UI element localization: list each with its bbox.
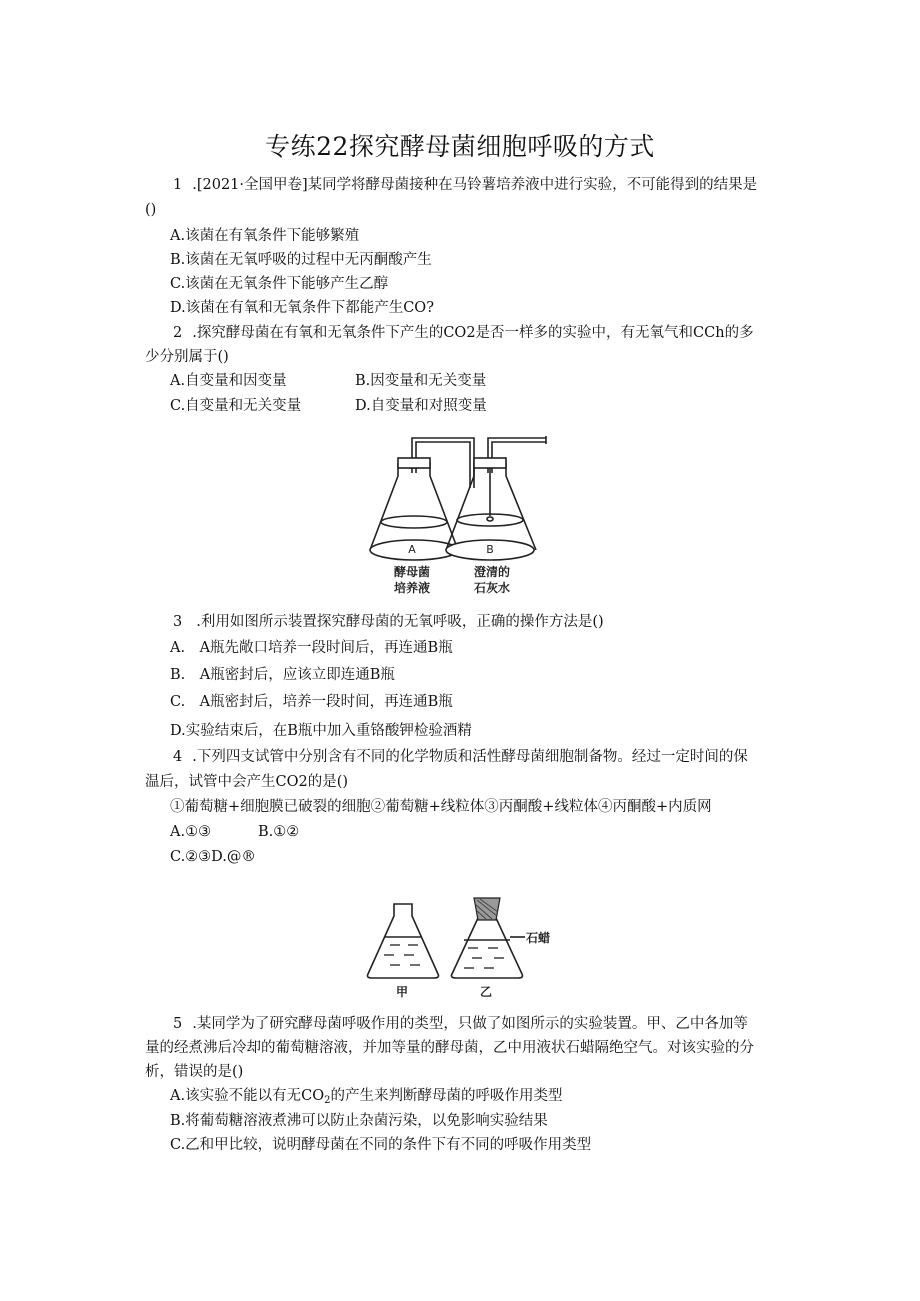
flask-b-body [446, 463, 536, 550]
flask-a-caption-1: 酵母菌 [393, 565, 431, 579]
q2-option-d: D.自变量和对照变量 [355, 398, 487, 414]
q5-stem-cont-2: 析，错误的是() [145, 1064, 244, 1080]
flask-a-body [370, 463, 458, 550]
q5-stem: .某同学为了研究酵母菌呼吸作用的类型，只做了如图所示的实验装置。甲、乙中各加等 [192, 1016, 748, 1032]
jia-yi-flask-figure [360, 882, 560, 1004]
q3-number: 3 [173, 614, 183, 630]
flask-jia-label: 甲 [396, 985, 409, 999]
q2-stem-cont: 少分别属于() [145, 349, 229, 365]
q5-number: 5 [173, 1016, 183, 1032]
flask-a-liquid-surface [381, 516, 447, 528]
q4-option-a: A.①③ [170, 824, 212, 840]
q3-stem: .利用如图所示装置探究酵母菌的无氧呼吸，正确的操作方法是() [196, 614, 604, 630]
flask-b-caption-1: 澄清的 [473, 565, 511, 579]
q4-option-cd: C.②③D.@® [170, 849, 256, 865]
page-title: 专练22探究酵母菌细胞呼吸的方式 [265, 132, 655, 161]
q1-option-a: A.该菌在有氧条件下能够繁殖 [170, 228, 360, 244]
q3-option-d: D.实验结束后，在B瓶中加入重铬酸钾检验酒精 [170, 723, 472, 739]
q1-paren: () [145, 202, 157, 218]
q2-stem-line [145, 323, 785, 343]
q5-stem-cont: 量的经煮沸后冷却的葡萄糖溶液，并加等量的酵母菌，乙中用液状石蜡隔绝空气。对该实验的分 [145, 1040, 754, 1056]
flask-apparatus-figure [360, 428, 560, 600]
q4-number: 4 [173, 749, 183, 765]
q3-stem-line [145, 612, 785, 632]
q5-stem-line [145, 1014, 785, 1034]
q2-number: 2 [173, 325, 183, 341]
flask-a-caption-2: 培养液 [393, 581, 431, 595]
q2-option-b: B.因变量和无关变量 [355, 373, 487, 389]
flask-a-label: A [408, 543, 416, 556]
q1-stem-line [145, 175, 785, 195]
flask-yi [452, 918, 523, 978]
flask-b-label: B [486, 543, 494, 556]
flask-b-caption-2: 石灰水 [473, 581, 511, 595]
q1-option-c: C.该菌在无氧条件下能够产生乙醇 [170, 276, 389, 292]
q4-items: ①葡萄糖+细胞膜已破裂的细胞②葡萄糖+线粒体③丙酮酸+线粒体④丙酮酸+内质网 [170, 799, 712, 815]
q1-option-b: B.该菌在无氧呼吸的过程中无丙酮酸产生 [170, 252, 432, 268]
q3-option-a: A. A瓶先敞口培养一段时间后，再连通B瓶 [170, 640, 453, 656]
q2-stem: .探究酵母菌在有氧和无氧条件下产生的CO2是否一样多的实验中，有无氧气和CCh的多 [192, 325, 754, 341]
q5-option-c: C.乙和甲比较，说明酵母菌在不同的条件下有不同的呼吸作用类型 [170, 1137, 592, 1153]
flask-jia [368, 904, 439, 978]
q4-option-b: B.①② [258, 824, 300, 840]
q3-option-c: C. A瓶密封后，培养一段时间，再连通B瓶 [170, 694, 453, 710]
q3-option-b: B. A瓶密封后，应该立即连通B瓶 [170, 667, 395, 683]
wax-label: 石蜡 [526, 931, 551, 945]
q2-option-a: A.自变量和因变量 [170, 373, 287, 389]
q5-option-a: A.该实验不能以有无$CO_2$的产生来判断酵母菌的呼吸作用类型 [170, 1088, 563, 1106]
q1-number: 1 [173, 177, 183, 193]
q1-option-d: D.该菌在有氧和无氧条件下都能产生CO? [170, 300, 434, 316]
q1-stem: .[2021·全国甲卷]某同学将酵母菌接种在马铃薯培养液中进行实验，不可能得到的结果是 [192, 177, 758, 193]
q4-stem: .下列四支试管中分别含有不同的化学物质和活性酵母菌细胞制备物。经过一定时间的保 [192, 749, 748, 765]
q4-stem-cont: 温后，试管中会产生CO2的是() [145, 774, 349, 790]
flask-yi-label: 乙 [480, 985, 493, 999]
q5-option-b: B.将葡萄糖溶液煮沸可以防止杂菌污染，以免影响实验结果 [170, 1113, 548, 1129]
q2-option-c: C.自变量和无关变量 [170, 398, 302, 414]
q4-stem-line [145, 747, 785, 767]
